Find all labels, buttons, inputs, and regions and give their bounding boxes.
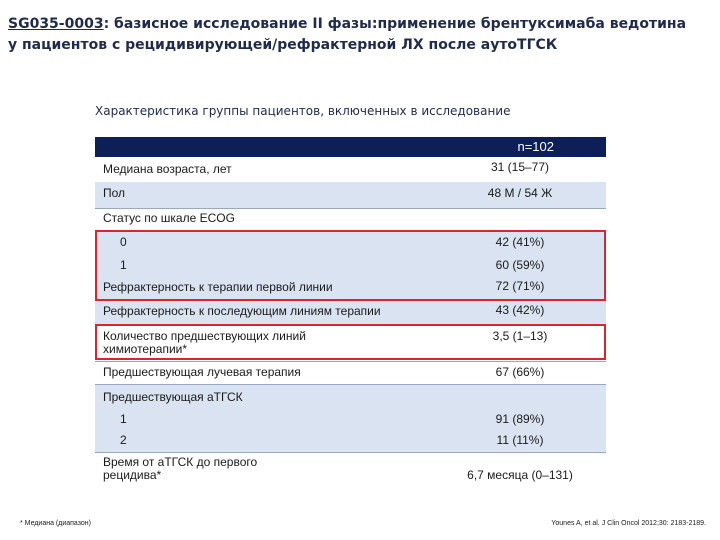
study-code: SG035-0003 [8,16,104,32]
table-caption: Характеристика группы пациентов, включенных в исследование [95,104,511,118]
row-label: Время от аТГСК до первого [103,455,258,469]
row-separator [95,361,606,362]
row-label: Медиана возраста, лет [103,162,232,176]
row-value: 60 (59%) [495,258,545,272]
row-value: 42 (41%) [495,235,545,249]
row-label: Предшествующая лучевая терапия [103,365,301,379]
row-value: 72 (71%) [495,279,545,293]
row-label: Статус по шкале ECOG [103,211,235,225]
highlight-box [95,324,606,360]
row-value: 3,5 (1–13) [492,329,548,343]
header-n: n=102 [517,139,554,154]
row-value: 11 (11%) [496,433,544,447]
row-label: Количество предшествующих линий [103,329,306,343]
row-label: 0 [120,235,127,249]
row-value: 31 (15–77) [490,160,550,174]
row-label: Рефрактерность к терапии первой линии [103,280,333,294]
title-line1: : базисное исследование II фазы:применение брентуксимаба ведотина [103,16,687,32]
row-value: 91 (89%) [495,412,545,426]
footnote: * Медиана (диапазон) [20,520,91,527]
row-separator [95,384,606,385]
row-label: 1 [120,258,127,272]
row-label: 1 [120,412,127,426]
row-separator [95,452,606,453]
row-label: 2 [120,433,127,447]
row-value: 67 (66%) [495,365,545,379]
row-value: 43 (42%) [495,303,545,317]
row-value: 6,7 месяца (0–131) [467,468,573,482]
row-label-cont: рецидива* [103,468,162,482]
row-label: Рефрактерность к последующим линиям терапии [103,304,381,318]
slide-title [8,14,713,56]
table-header [95,137,606,157]
citation: Younes A, et al. J Clin Oncol 2012;30: 2183-2189. [551,520,706,527]
title-line2: у пациентов с рецидивирующей/рефрактерной ЛХ после аутоТГСК [8,37,558,53]
highlight-box [95,230,606,301]
row-label: Пол [103,186,126,200]
row-separator [95,208,606,209]
row-label: Предшествующая аТГСК [103,390,243,404]
row-value: 48 М / 54 Ж [487,186,553,200]
row-label-cont: химиотерапии* [103,342,188,356]
